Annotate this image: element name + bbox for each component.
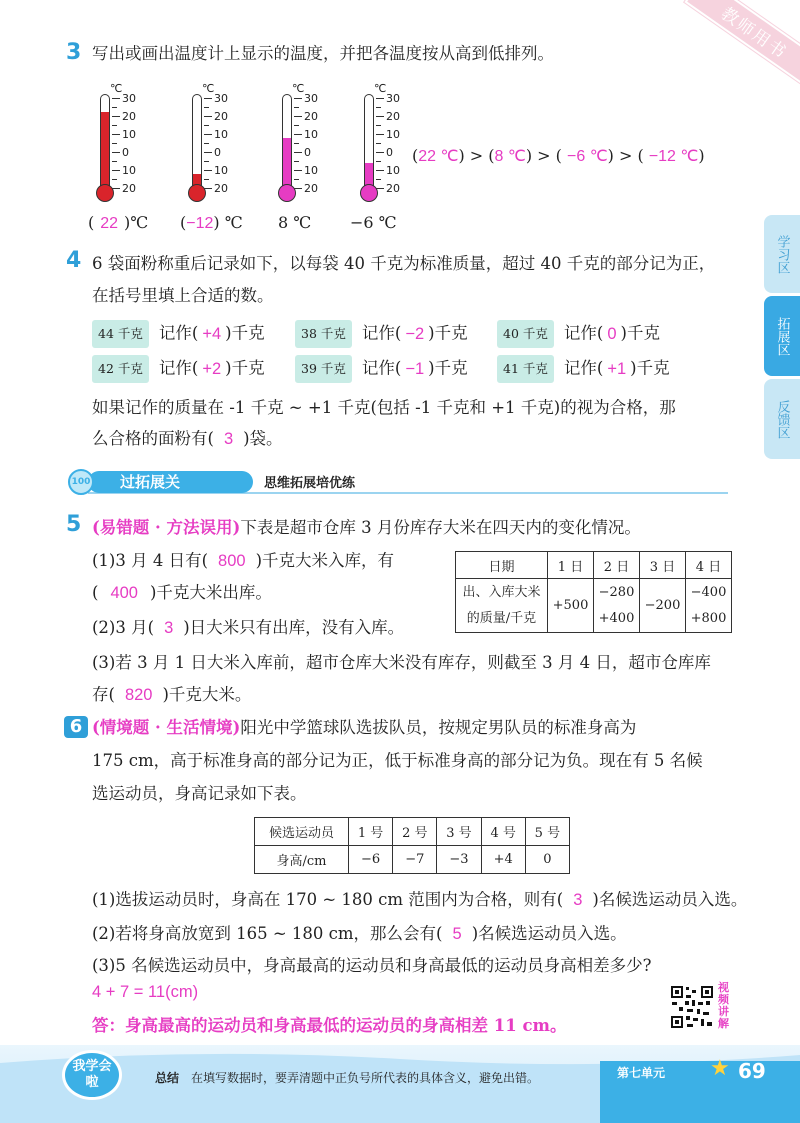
table-header: 3 号 [437,818,481,846]
scale-tick [294,143,299,144]
table-header: 日期 [456,552,548,579]
scale-tick [294,179,299,180]
page-number: 69 [738,1059,766,1083]
question-text: 么合格的面粉有( 3 )袋。 [92,429,283,448]
scale-label: 20 [386,110,400,123]
scale-tick [112,152,120,153]
table-row-label: 身高/cm [255,846,349,874]
calculation: 4 + 7 = 11(cm) [92,983,199,1001]
thermometer [180,84,260,204]
thermometer-unit: ℃ [374,82,387,95]
thermometer-scale [376,92,416,195]
question-number: 6 [69,716,83,737]
table-cell: +500 [548,579,594,633]
question-part: ( 400 )千克大米出库。 [92,583,272,602]
thermometer-scale [294,92,334,195]
thermometer-unit: ℃ [292,82,305,95]
scale-tick [204,98,212,99]
weight-record: 42 千克 记作( +2 )千克 [92,355,265,383]
temperature-order: (22 ℃) > (8 ℃) > ( −6 ℃) > ( −12 ℃) [412,146,705,165]
weight-box: 40 千克 [497,320,554,348]
scale-label: 10 [122,164,136,177]
scale-label: 30 [304,92,318,105]
table-header: 1 号 [349,818,393,846]
weight-record: 38 千克 记作( −2 )千克 [295,320,468,348]
section-banner [68,469,734,495]
scale-label: 10 [386,164,400,177]
scale-tick [294,188,302,189]
banner-subtitle: 思维拓展培优练 [264,476,356,491]
scale-tick [294,116,302,117]
scale-tick [112,107,117,108]
question-text: 如果记作的质量在 -1 千克 ~ +1 千克(包括 -1 千克和 +1 千克)的视为合格，那 [92,398,676,417]
thermometer-scale [204,92,244,195]
question-text: 写出或画出温度计上显示的温度，并把各温度按从高到低排列。 [92,44,554,63]
thermometer-tube [282,94,292,189]
scale-label: 10 [304,128,318,141]
table-cell: −6 [349,846,393,874]
table-cell: −7 [393,846,437,874]
weight-box: 38 千克 [295,320,352,348]
scale-tick [112,170,120,171]
scale-tick [376,143,381,144]
question-text: 选运动员，身高记录如下表。 [92,784,307,803]
weight-record: 41 千克 记作( +1 )千克 [497,355,670,383]
mascot-label: 我学会啦 [72,1059,112,1090]
thermometer-caption: 8 ℃ [278,213,312,232]
scale-tick [112,188,120,189]
medal-icon: 100 [68,469,94,495]
rice-inventory-table [455,551,732,633]
weight-box: 41 千克 [497,355,554,383]
scale-label: 0 [304,146,311,159]
table-header: 2 日 [594,552,640,579]
table-cell: +4 [481,846,525,874]
star-icon: ★ [710,1056,730,1081]
thermometer-unit: ℃ [202,82,215,95]
question-text: 6 袋面粉称重后记录如下，以每袋 40 千克为标准质量，超过 40 千克的部分记为正， [92,254,716,273]
summary-text: 总结 在填写数据时，要弄清题中正负号所代表的具体含义，避免出错。 [155,1071,540,1085]
table-header: 3 日 [640,552,686,579]
scale-tick [376,179,381,180]
scale-tick [294,161,299,162]
video-label[interactable]: 视频讲解 [718,981,729,1030]
scale-tick [376,152,384,153]
scale-label: 0 [214,146,221,159]
question-text: 在括号里填上合适的数。 [92,286,274,305]
question-number: 3 [66,40,82,65]
scale-tick [112,161,117,162]
teacher-edition-stamp: 教师用书 [684,0,800,88]
scale-tick [294,152,302,153]
banner-title: 过拓展关 [88,471,253,493]
scale-tick [376,134,384,135]
scale-tick [204,161,209,162]
final-answer: 答：身高最高的运动员和身高最低的运动员的身高相差 11 cm。 [92,1016,567,1035]
thermometer-unit: ℃ [110,82,123,95]
scale-label: 20 [386,182,400,195]
scale-tick [376,116,384,117]
mercury-level [283,138,291,189]
side-tab-extend[interactable]: 拓展区 [764,296,800,376]
scale-tick [204,179,209,180]
scale-tick [204,107,209,108]
scale-tick [112,143,117,144]
table-cell: −3 [437,846,481,874]
scale-tick [204,188,212,189]
scale-label: 20 [304,110,318,123]
question-part: (3)若 3 月 1 日大米入库前，超市仓库大米没有库存，则截至 3 月 4 日，超市仓库库 [92,653,711,672]
thermometer [270,84,350,204]
scale-label: 10 [214,164,228,177]
scale-tick [204,116,212,117]
table-header: 候选运动员 [255,818,349,846]
thermometer-caption: (−12) ℃ [180,213,243,232]
scale-label: 10 [214,128,228,141]
weight-box: 39 千克 [295,355,352,383]
scale-tick [376,125,381,126]
scale-tick [112,98,120,99]
weight-box: 42 千克 [92,355,149,383]
scale-label: 20 [304,182,318,195]
table-cell: −200 [640,579,686,633]
scale-label: 20 [214,110,228,123]
scale-tick [112,116,120,117]
qr-code-icon[interactable] [670,985,714,1029]
thermometer [88,84,168,204]
scale-label: 10 [122,128,136,141]
weight-box: 44 千克 [92,320,149,348]
question-part: 存( 820 )千克大米。 [92,685,252,704]
table-header: 1 日 [548,552,594,579]
scale-label: 20 [122,182,136,195]
scale-label: 10 [304,164,318,177]
thermometer-caption: ( 22 )℃ [88,213,149,232]
scale-label: 30 [122,92,136,105]
scale-tick [204,125,209,126]
side-tab-study[interactable]: 学习区 [764,215,800,293]
question-part: (1)3 月 4 日有( 800 )千克大米入库，有 [92,551,395,570]
scale-label: 20 [214,182,228,195]
weight-record: 39 千克 记作( −1 )千克 [295,355,468,383]
thermometer-tube [364,94,374,189]
question-text: (情境题 · 生活情境)阳光中学篮球队选拔队员，按规定男队员的标准身高为 [92,718,637,737]
question-text: (易错题 · 方法误用)下表是超市仓库 3 月份库存大米在四天内的变化情况。 [92,518,641,537]
scale-tick [376,161,381,162]
scale-tick [376,107,381,108]
scale-tick [112,179,117,180]
scale-tick [376,98,384,99]
unit-label: 第七单元 [617,1066,666,1080]
scale-label: 30 [386,92,400,105]
question-number: 4 [66,248,82,273]
table-cell: −280 +400 [594,579,640,633]
thermometer-tube [100,94,110,189]
scale-tick [294,107,299,108]
question-part: (2)3 月( 3 )日大米只有出库，没有入库。 [92,618,405,637]
mercury-level [101,112,109,189]
scale-label: 30 [214,92,228,105]
scale-tick [294,134,302,135]
scale-tick [204,152,212,153]
scale-tick [294,98,302,99]
scale-label: 0 [386,146,393,159]
table-cell: 0 [525,846,569,874]
scale-tick [294,125,299,126]
scale-tick [376,170,384,171]
scale-tick [204,170,212,171]
scale-tick [204,134,212,135]
table-header: 5 号 [525,818,569,846]
thermometer-tube [192,94,202,189]
thermometer-scale [112,92,152,195]
scale-label: 0 [122,146,129,159]
scale-tick [204,143,209,144]
question-part: (2)若将身高放宽到 165 ~ 180 cm，那么会有( 5 )名候选运动员入选。 [92,924,627,943]
scale-label: 20 [122,110,136,123]
table-row-label: 出、入库大米 的质量/千克 [456,579,548,633]
question-part: (3)5 名候选运动员中，身高最高的运动员和身高最低的运动员身高相差多少? [92,956,652,975]
thermometer-caption: −6 ℃ [350,213,397,232]
side-tab-feedback[interactable]: 反馈区 [764,379,800,459]
scale-tick [112,125,117,126]
scale-tick [294,170,302,171]
scale-label: 10 [386,128,400,141]
question-number: 5 [66,512,82,537]
scale-tick [376,188,384,189]
table-header: 2 号 [393,818,437,846]
height-table [254,817,570,874]
table-header: 4 号 [481,818,525,846]
weight-record: 40 千克 记作( 0 )千克 [497,320,660,348]
table-header: 4 日 [686,552,732,579]
question-text: 175 cm，高于标准身高的部分记为正，低于标准身高的部分记为负。现在有 5 名候 [92,751,703,770]
question-part: (1)选拔运动员时，身高在 170 ~ 180 cm 范围内为合格，则有( 3 )名候选运动员入选。 [92,890,748,909]
weight-record: 44 千克 记作( +4 )千克 [92,320,265,348]
scale-tick [112,134,120,135]
table-cell: −400 +800 [686,579,732,633]
